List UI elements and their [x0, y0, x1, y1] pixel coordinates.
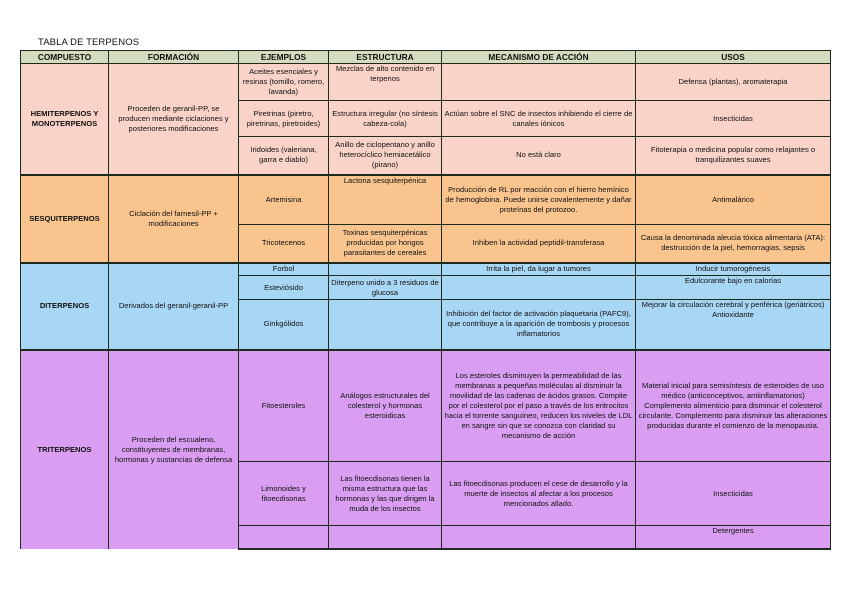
estructura-cell: Diterpeno unido a 3 residuos de glucosa: [329, 276, 442, 300]
mecanismo-cell: [442, 64, 636, 101]
compuesto-cell: DITERPENOS: [21, 263, 109, 350]
mecanismo-cell: Los esteroles disminuyen la permeabilidad de las membranas a pequeñas moléculas al disminuir la movilidad de las cadenas de ácidos grasos. Compite por el colesterol por el paso a través de los eritrocitos hacia el torrente sanguíneo, reducen los niveles de LDL en sangre sin que se conozca con claridad su mecanismo de acción: [442, 350, 636, 462]
header-compuesto: COMPUESTO: [21, 51, 109, 64]
ejemplo-cell: Esteviósido: [239, 276, 329, 300]
mecanismo-cell: Inhiben la actividad peptidil-transferasa: [442, 225, 636, 263]
estructura-cell: Análogos estructurales del colesterol y hormonas esteroidicas: [329, 350, 442, 462]
usos-cell: Defensa (plantas), aromaterapia: [636, 64, 831, 101]
header-usos: USOS: [636, 51, 831, 64]
usos-cell: Mejorar la circulación cerebral y periférica (geriátricos) Antioxidante: [636, 300, 831, 350]
mecanismo-cell: Irrita la piel, da lugar a tumores: [442, 263, 636, 276]
ejemplo-cell: Iridoides (valeriana, garra e diablo): [239, 137, 329, 175]
usos-cell: Insecticidas: [636, 101, 831, 137]
table-title: TABLA DE TERPENOS: [38, 37, 140, 48]
mecanismo-cell: No está claro: [442, 137, 636, 175]
header-mecanismo: MECANISMO DE ACCIÓN: [442, 51, 636, 64]
ejemplo-cell: Ginkgólidos: [239, 300, 329, 350]
mecanismo-cell: Actúan sobre el SNC de insectos inhibiendo el cierre de canales iónicos: [442, 101, 636, 137]
ejemplo-cell: Limonoides y fitoecdisonas: [239, 462, 329, 526]
estructura-cell: Lactona sesquiterpénica: [329, 175, 442, 225]
ejemplo-cell: Piretrinas (piretro, piretrinas, piretroides): [239, 101, 329, 137]
estructura-cell: Toxinas sesquiterpénicas producidas por hongos parasitantes de cereales: [329, 225, 442, 263]
compuesto-cell: SESQUITERPENOS: [21, 175, 109, 263]
usos-cell: Material inicial para semisíntesis de esteroides de uso médico (anticonceptivos, antiinflamatorios) Complemento alimenticio para disminuir el colesterol circulante. Complemento para disminuir las alteraciones producidas durante el comienzo de la menopausia.: [636, 350, 831, 462]
header-estructura: ESTRUCTURA: [329, 51, 442, 64]
formacion-cell: Proceden del escualeno, constituyentes de membranas, hormonas y sustancias de defensa: [109, 350, 239, 549]
formacion-cell: Derivados del geranil-geranil-PP: [109, 263, 239, 350]
estructura-cell: Anillo de ciclopentano y anillo heterocíclico hemiacetálico (pirano): [329, 137, 442, 175]
ejemplo-cell: Artemisina: [239, 175, 329, 225]
usos-cell: Detergentes: [636, 526, 831, 549]
usos-cell: Edulcorante bajo en calorías: [636, 276, 831, 300]
usos-cell: Inducir tumorogénesis: [636, 263, 831, 276]
usos-cell: Fitoterapia o medicina popular como relajantes o tranquilizantes suaves: [636, 137, 831, 175]
ejemplo-cell: [239, 526, 329, 549]
estructura-cell: [329, 526, 442, 549]
estructura-cell: Las fitoecdisonas tienen la misma estructura que las hormonas y las que dirigen la muda de los insectos: [329, 462, 442, 526]
header-ejemplos: EJEMPLOS: [239, 51, 329, 64]
mecanismo-cell: Inhibición del factor de activación plaquetaria (PAFC9), que contribuye a la aparición de trombosis y procesos inflamatorios: [442, 300, 636, 350]
table-row: [21, 263, 831, 276]
header-row: [21, 51, 831, 64]
usos-cell: Causa la denominada aleucia tóxica alimentaria (ATA): destrucción de la piel, hemorragias, sepsis: [636, 225, 831, 263]
ejemplo-cell: Fitoesteroles: [239, 350, 329, 462]
table-row: [21, 175, 831, 225]
formacion-cell: Proceden de geranil-PP, se producen mediante ciclaciones y posteriores modificaciones: [109, 64, 239, 175]
compuesto-cell: TRITERPENOS: [21, 350, 109, 549]
mecanismo-cell: [442, 526, 636, 549]
usos-cell: Insecticidas: [636, 462, 831, 526]
table-row: [21, 64, 831, 101]
usos-cell: Antimalárico: [636, 175, 831, 225]
estructura-cell: [329, 263, 442, 276]
mecanismo-cell: [442, 276, 636, 300]
table-row: [21, 350, 831, 462]
ejemplo-cell: Aceites esenciales y resinas (tomillo, romero, lavanda): [239, 64, 329, 101]
estructura-cell: Mezclas de alto contenido en terpenos: [329, 64, 442, 101]
estructura-cell: [329, 300, 442, 350]
compuesto-cell: HEMITERPENOS Y MONOTERPENOS: [21, 64, 109, 175]
mecanismo-cell: Producción de RL por reacción con el hierro hemínico de hemoglobina. Puede unirse covalentemente y dañar proteínas del protozoo.: [442, 175, 636, 225]
ejemplo-cell: Forbol: [239, 263, 329, 276]
estructura-cell: Estructura irregular (no síntesis cabeza-cola): [329, 101, 442, 137]
header-formacion: FORMACIÓN: [109, 51, 239, 64]
formacion-cell: Ciclación del farnesil-PP + modificaciones: [109, 175, 239, 263]
terpenes-table: [20, 50, 831, 550]
mecanismo-cell: Las fitoecdisonas producen el cese de desarrollo y la muerte de insectos al afectar a los procesos mencionados allado.: [442, 462, 636, 526]
ejemplo-cell: Tricotecenos: [239, 225, 329, 263]
